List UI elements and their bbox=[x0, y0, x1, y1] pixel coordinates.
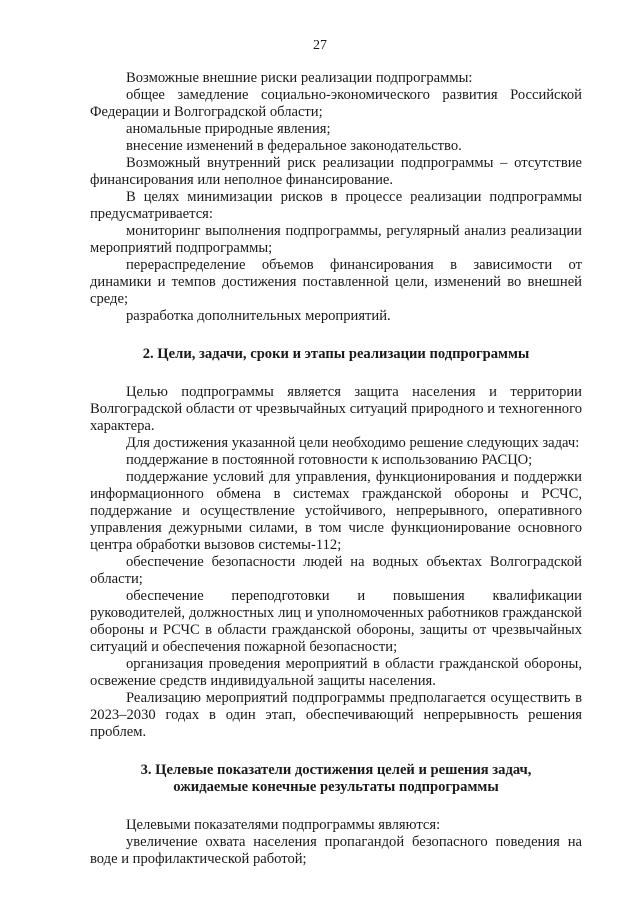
paragraph: мониторинг выполнения подпрограммы, регулярный анализ реализации мероприятий подпрограммы; bbox=[90, 223, 582, 256]
paragraph: В целях минимизации рисков в процессе реализации подпрограммы предусматривается: bbox=[90, 189, 582, 222]
paragraph: Целью подпрограммы является защита населения и территории Волгоградской области от чрезвычайных ситуаций природного и техногенного характера. bbox=[90, 384, 582, 434]
paragraph: Реализацию мероприятий подпрограммы предполагается осуществить в 2023–2030 годах в один этап, обеспечивающий непрерывность решения проблем. bbox=[90, 690, 582, 740]
paragraph: Возможные внешние риски реализации подпрограммы: bbox=[126, 70, 473, 86]
paragraph: поддержание условий для управления, функционирования и поддержки информационного обмена в системах гражданской обороны и РСЧС, поддержание и осуществление устойчивого, непрерывного, оперативного управления дежурными силами, в том числе функционирование основного центра обработки вызовов системы-112; bbox=[90, 469, 582, 553]
paragraph: обеспечение безопасности людей на водных объектах Волгоградской области; bbox=[90, 554, 582, 587]
paragraph: общее замедление социально-экономического развития Российской Федерации и Волгоградской области; bbox=[90, 87, 582, 120]
paragraph: аномальные природные явления; bbox=[126, 121, 331, 137]
paragraph: поддержание в постоянной готовности к использованию РАСЦО; bbox=[126, 452, 533, 468]
section-2-heading: 2. Цели, задачи, сроки и этапы реализации подпрограммы bbox=[142, 346, 530, 362]
document-body bbox=[90, 70, 582, 868]
paragraph: обеспечение переподготовки и повышения квалификации руководителей, должностных лиц и уполномоченных работников гражданской обороны и РСЧС в области гражданской обороны, защиты от чрезвычайных ситуаций и обеспечения пожарной безопасности; bbox=[90, 588, 582, 655]
paragraph: перераспределение объемов финансирования в зависимости от динамики и темпов достижения поставленной цели, изменений во внешней среде; bbox=[90, 257, 582, 307]
page-number: 27 bbox=[313, 38, 327, 53]
paragraph: Возможный внутренний риск реализации подпрограммы – отсутствие финансирования или неполное финансирование. bbox=[90, 155, 582, 188]
section-3-heading-line-1: 3. Целевые показатели достижения целей и решения задач, bbox=[140, 762, 532, 778]
paragraph: увеличение охвата населения пропагандой безопасного поведения на воде и профилактической работой; bbox=[90, 834, 582, 867]
paragraph: Целевыми показателями подпрограммы являются: bbox=[126, 817, 441, 833]
paragraph: разработка дополнительных мероприятий. bbox=[126, 308, 391, 324]
section-3-heading-line-2: ожидаемые конечные результаты подпрограммы bbox=[173, 779, 499, 795]
paragraph: внесение изменений в федеральное законодательство. bbox=[126, 138, 462, 154]
paragraph: организация проведения мероприятий в области гражданской обороны, освежение средств индивидуальной защиты населения. bbox=[90, 656, 582, 689]
section-3-heading bbox=[90, 762, 582, 796]
paragraph: Для достижения указанной цели необходимо решение следующих задач: bbox=[126, 435, 580, 451]
